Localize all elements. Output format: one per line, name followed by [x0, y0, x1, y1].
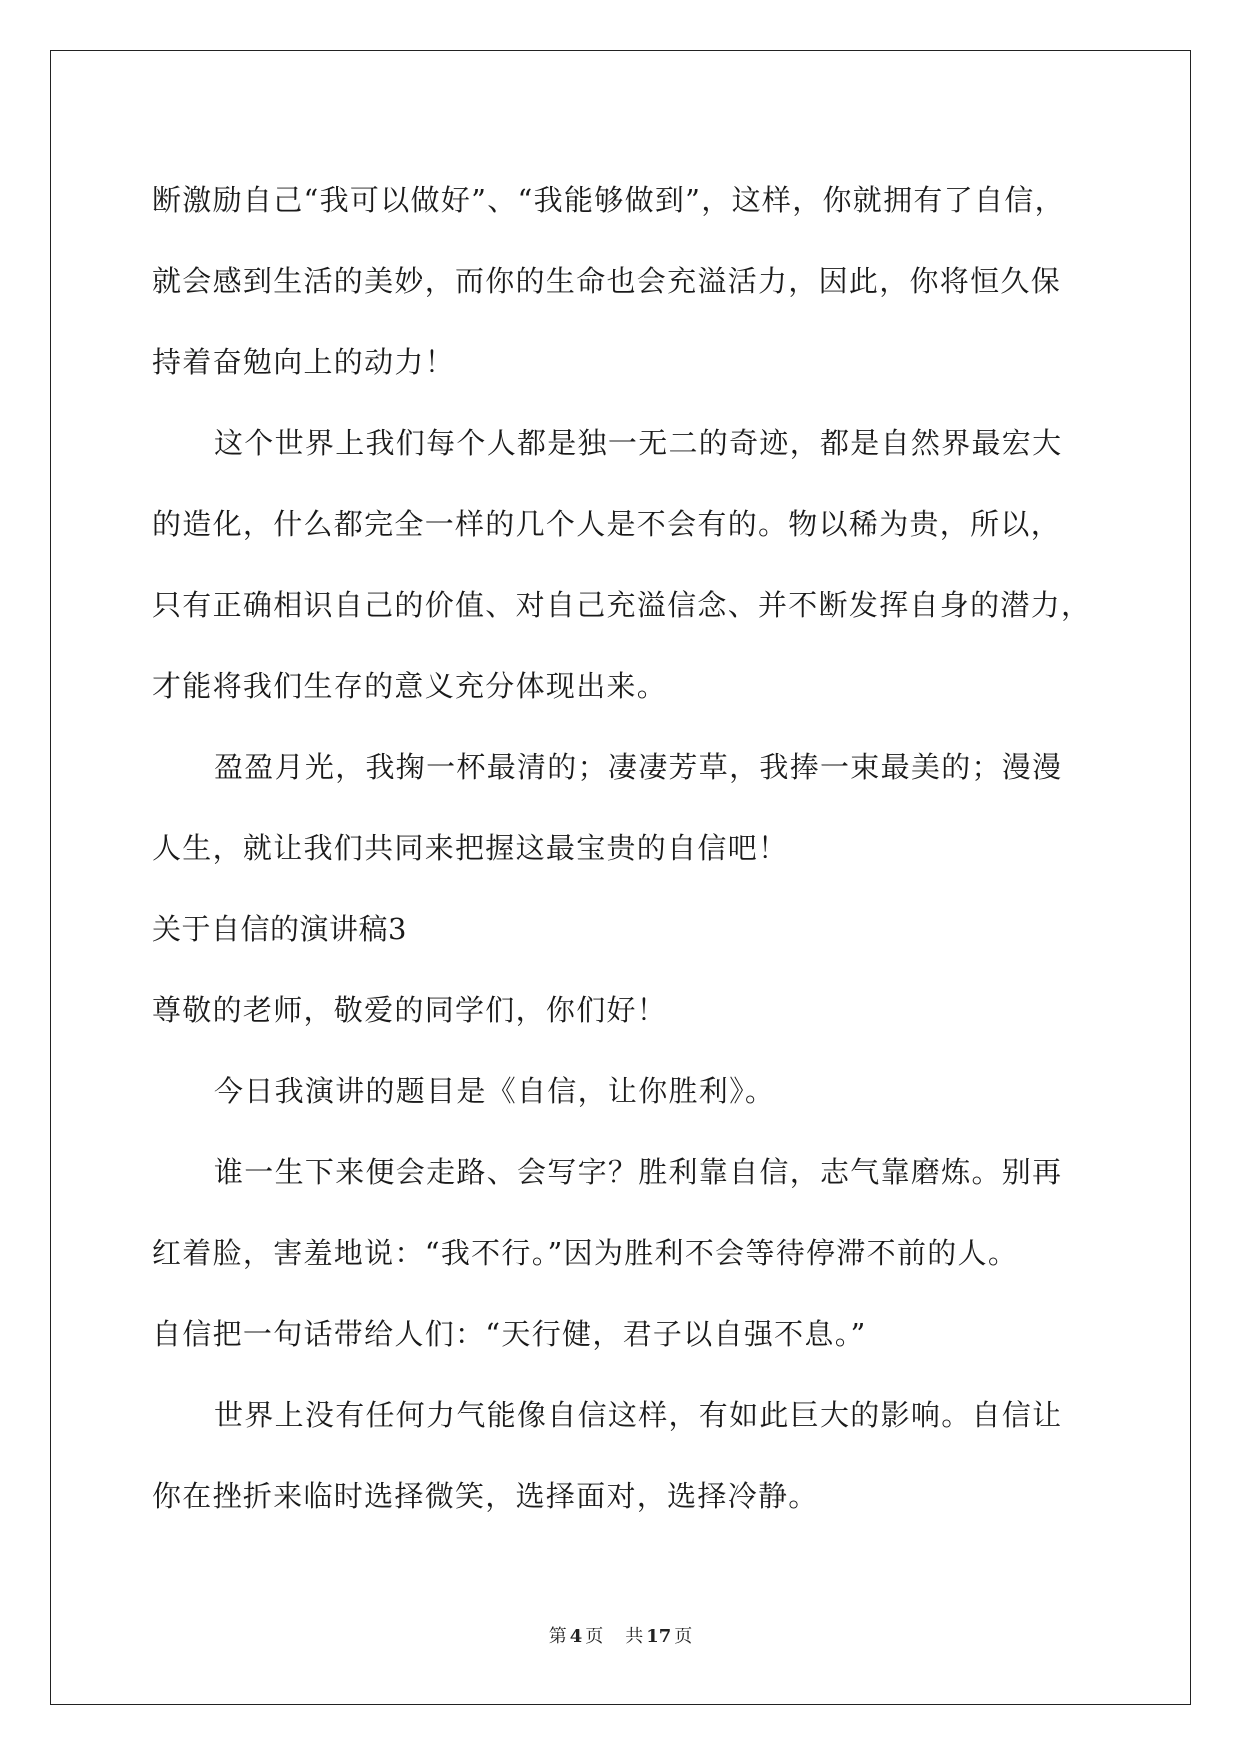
- paragraph-line: 今日我演讲的题目是《自信，让你胜利》。: [214, 1074, 776, 1108]
- document-body: [152, 160, 1102, 1537]
- paragraph-line: 世界上没有任何力气能像自信这样，有如此巨大的影响。自信让: [214, 1398, 1063, 1432]
- paragraph-line: 就会感到生活的美妙，而你的生命也会充溢活力，因此，你将恒久保: [152, 264, 1062, 298]
- page-footer: [0, 1622, 1241, 1648]
- paragraph-line: 只有正确相识自己的价值、对自己充溢信念、并不断发挥自身的潜力，: [152, 588, 1092, 622]
- paragraph-line: 你在挫折来临时选择微笑，选择面对，选择冷静。: [152, 1479, 819, 1513]
- total-pages: 17: [646, 1626, 672, 1647]
- page-number: 4: [569, 1626, 583, 1647]
- footer-total-prefix: 共: [625, 1626, 644, 1647]
- section-heading: 关于自信的演讲稿3: [152, 912, 407, 946]
- paragraph-line: 持着奋勉向上的动力！: [152, 345, 456, 379]
- paragraph-line: 人生，就让我们共同来把握这最宝贵的自信吧！: [152, 831, 789, 865]
- footer-prefix: 第: [548, 1626, 567, 1647]
- paragraph-line: 自信把一句话带给人们：“天行健，君子以自强不息。”: [152, 1317, 867, 1351]
- paragraph-line: 谁一生下来便会走路、会写字？胜利靠自信，志气靠磨炼。别再: [214, 1155, 1063, 1189]
- paragraph-line: 红着脸，害羞地说：“我不行。”因为胜利不会等待停滞不前的人。: [152, 1236, 1019, 1270]
- paragraph-line: 盈盈月光，我掬一杯最清的；凄凄芳草，我捧一束最美的；漫漫: [214, 750, 1063, 784]
- paragraph-line: 的造化，什么都完全一样的几个人是不会有的。物以稀为贵，所以，: [152, 507, 1062, 541]
- paragraph-line: 才能将我们生存的意义充分体现出来。: [152, 669, 668, 703]
- footer-total-suffix: 页: [674, 1626, 693, 1647]
- paragraph-line: 这个世界上我们每个人都是独一无二的奇迹，都是自然界最宏大: [214, 426, 1063, 460]
- footer-page-suffix: 页: [585, 1626, 604, 1647]
- paragraph-line: 断激励自己“我可以做好”、“我能够做到”，这样，你就拥有了自信，: [152, 183, 1065, 217]
- greeting-line: 尊敬的老师，敬爱的同学们，你们好！: [152, 993, 668, 1027]
